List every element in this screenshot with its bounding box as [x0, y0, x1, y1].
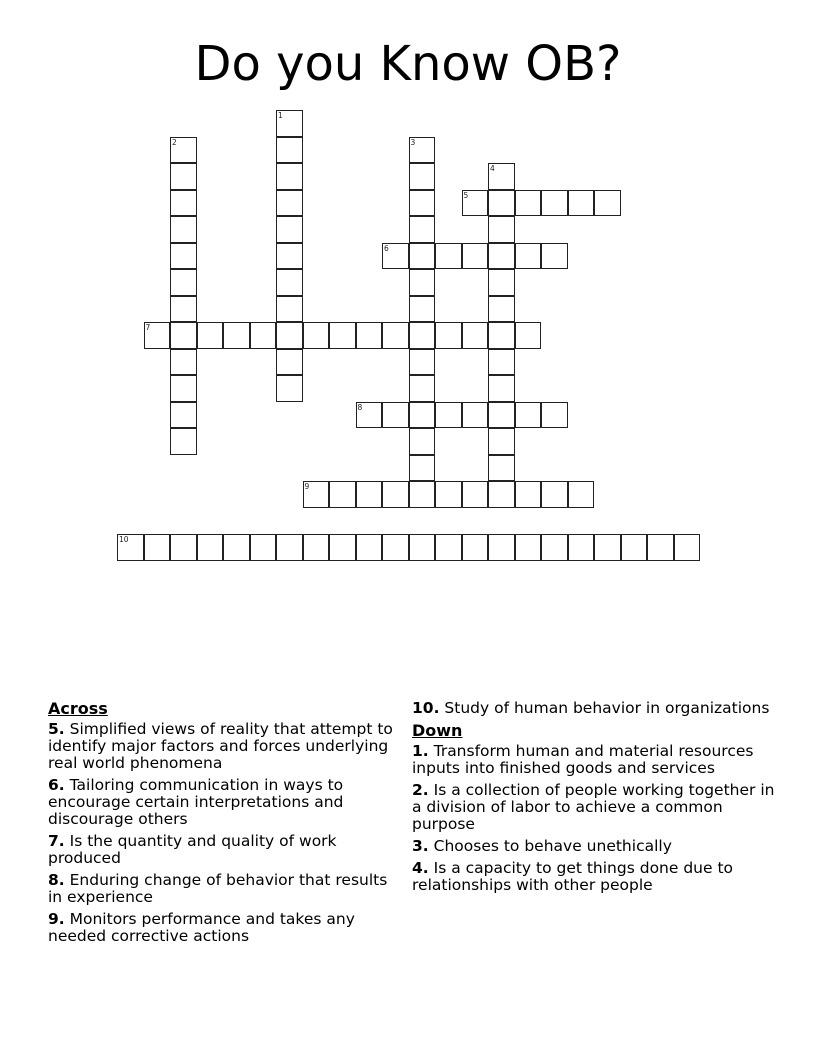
grid-cell[interactable]: [276, 243, 303, 270]
cell-number: 9: [304, 482, 310, 491]
grid-cell[interactable]: [409, 402, 436, 429]
grid-cell[interactable]: [144, 534, 171, 561]
grid-cell[interactable]: [117, 534, 144, 561]
grid-cell[interactable]: [170, 269, 197, 296]
grid-cell[interactable]: [197, 322, 224, 349]
grid-cell[interactable]: [223, 534, 250, 561]
grid-cell[interactable]: [488, 534, 515, 561]
grid-cell[interactable]: [170, 375, 197, 402]
grid-cell[interactable]: [409, 375, 436, 402]
clue-number: 9.: [48, 910, 65, 928]
grid-cell[interactable]: [568, 481, 595, 508]
grid-cell[interactable]: [541, 534, 568, 561]
grid-cell[interactable]: [382, 481, 409, 508]
clue-number: 10.: [412, 699, 440, 717]
clue-down-1: [412, 743, 782, 777]
across-heading: Across: [48, 699, 108, 718]
clue-number: 7.: [48, 832, 65, 850]
grid-cell[interactable]: [276, 163, 303, 190]
clue-text: Study of human behavior in organizations: [444, 699, 770, 717]
grid-cell[interactable]: [144, 322, 171, 349]
cell-number: 3: [410, 137, 416, 147]
clue-across-8: [48, 872, 398, 906]
clue-number: 1.: [412, 742, 429, 760]
grid-cell[interactable]: [435, 534, 462, 561]
grid-cell[interactable]: [462, 481, 489, 508]
grid-cell[interactable]: [276, 110, 303, 137]
grid-cell[interactable]: [647, 534, 674, 561]
clue-text: Enduring change of behavior that results in experience: [48, 871, 388, 906]
grid-cell[interactable]: [409, 349, 436, 376]
grid-cell[interactable]: [409, 428, 436, 455]
grid-cell[interactable]: [382, 402, 409, 429]
grid-cell[interactable]: [674, 534, 701, 561]
grid-cell[interactable]: [462, 190, 489, 217]
grid-cell[interactable]: [276, 190, 303, 217]
grid-cell[interactable]: [409, 322, 436, 349]
clue-text: Is the quantity and quality of work produced: [48, 832, 337, 867]
cell-number: 1: [278, 111, 283, 120]
clue-number: 3.: [412, 837, 429, 855]
grid-cell[interactable]: [170, 322, 197, 349]
clue-column-left: [48, 700, 398, 950]
grid-cell[interactable]: [594, 534, 621, 561]
grid-cell[interactable]: [435, 243, 462, 270]
clue-text: Simplified views of reality that attempt to identify major factors and forces underlying real world phenomena: [48, 720, 393, 772]
grid-cell[interactable]: [515, 481, 542, 508]
clue-number: 8.: [48, 871, 65, 889]
grid-cell[interactable]: [568, 190, 595, 217]
grid-cell[interactable]: [541, 481, 568, 508]
clue-number: 5.: [48, 720, 65, 738]
grid-cell[interactable]: [170, 428, 197, 455]
grid-cell[interactable]: [170, 296, 197, 323]
grid-cell[interactable]: [170, 216, 197, 243]
clue-across-6: [48, 777, 398, 828]
grid-cell[interactable]: [276, 534, 303, 561]
clue-down-2: [412, 782, 782, 833]
grid-cell[interactable]: [356, 402, 383, 429]
clue-text: Is a capacity to get things done due to relationships with other people: [412, 859, 734, 894]
cell-number: 8: [357, 402, 363, 412]
cell-number: 6: [384, 243, 389, 253]
grid-cell[interactable]: [488, 402, 515, 429]
grid-cell[interactable]: [488, 216, 515, 243]
clue-number: 6.: [48, 776, 65, 794]
clue-across-9: [48, 911, 398, 945]
grid-cell[interactable]: [170, 534, 197, 561]
clue-down-4: [412, 860, 782, 894]
grid-cell[interactable]: [276, 137, 303, 164]
grid-cell[interactable]: [170, 190, 197, 217]
grid-cell[interactable]: [488, 296, 515, 323]
grid-cell[interactable]: [303, 534, 330, 561]
grid-cell[interactable]: [250, 322, 277, 349]
grid-cell[interactable]: [276, 349, 303, 376]
cell-number: 2: [172, 137, 177, 147]
grid-cell[interactable]: [409, 190, 436, 217]
grid-cell[interactable]: [303, 322, 330, 349]
grid-cell[interactable]: [356, 481, 383, 508]
clue-text: Is a collection of people working together in a division of labor to achieve a common purpose: [412, 781, 775, 833]
clue-down-3: [412, 838, 782, 855]
grid-cell[interactable]: [276, 375, 303, 402]
grid-cell[interactable]: [541, 243, 568, 270]
grid-cell[interactable]: [197, 534, 224, 561]
grid-cell[interactable]: [382, 534, 409, 561]
cell-number: 5: [463, 190, 469, 200]
grid-cell[interactable]: [568, 534, 595, 561]
puzzle-title: Do you Know OB?: [194, 36, 622, 92]
grid-cell[interactable]: [276, 216, 303, 243]
grid-cell[interactable]: [515, 190, 542, 217]
grid-cell[interactable]: [488, 349, 515, 376]
grid-cell[interactable]: [435, 402, 462, 429]
grid-cell[interactable]: [409, 216, 436, 243]
grid-cell[interactable]: [488, 269, 515, 296]
grid-cell[interactable]: [594, 190, 621, 217]
grid-cell[interactable]: [303, 481, 330, 508]
grid-cell[interactable]: [409, 243, 436, 270]
clue-across-10: [412, 700, 782, 717]
down-heading: Down: [412, 721, 463, 740]
grid-cell[interactable]: [276, 269, 303, 296]
grid-cell[interactable]: [276, 296, 303, 323]
grid-cell[interactable]: [409, 481, 436, 508]
clue-number: 2.: [412, 781, 429, 799]
clue-column-right: [412, 700, 782, 899]
grid-cell[interactable]: [409, 163, 436, 190]
grid-cell[interactable]: [409, 269, 436, 296]
grid-cell[interactable]: [462, 534, 489, 561]
grid-cell[interactable]: [223, 322, 250, 349]
grid-cell[interactable]: [170, 349, 197, 376]
clue-across-5: [48, 721, 398, 772]
grid-cell[interactable]: [435, 322, 462, 349]
grid-cell[interactable]: [515, 322, 542, 349]
grid-cell[interactable]: [170, 243, 197, 270]
grid-cell[interactable]: [541, 402, 568, 429]
cell-number: 7: [145, 323, 151, 332]
grid-cell[interactable]: [435, 481, 462, 508]
grid-cell[interactable]: [170, 402, 197, 429]
grid-cell[interactable]: [329, 534, 356, 561]
clue-text: Chooses to behave unethically: [433, 837, 672, 855]
grid-cell[interactable]: [515, 534, 542, 561]
grid-cell[interactable]: [488, 163, 515, 190]
grid-cell[interactable]: [488, 243, 515, 270]
grid-cell[interactable]: [462, 322, 489, 349]
grid-cell[interactable]: [621, 534, 648, 561]
grid-cell[interactable]: [488, 322, 515, 349]
grid-cell[interactable]: [250, 534, 277, 561]
grid-cell[interactable]: [488, 428, 515, 455]
grid-cell[interactable]: [515, 402, 542, 429]
clue-text: Monitors performance and takes any needed corrective actions: [48, 910, 355, 945]
clue-number: 4.: [412, 859, 429, 877]
grid-cell[interactable]: [462, 402, 489, 429]
clue-text: Transform human and material resources inputs into finished goods and services: [412, 742, 754, 777]
grid-cell[interactable]: [409, 534, 436, 561]
grid-cell[interactable]: [170, 163, 197, 190]
grid-cell[interactable]: [515, 243, 542, 270]
grid-cell[interactable]: [488, 190, 515, 217]
grid-cell[interactable]: [541, 190, 568, 217]
cell-number: 10: [119, 535, 129, 544]
grid-cell[interactable]: [462, 243, 489, 270]
grid-cell[interactable]: [488, 481, 515, 508]
grid-cell[interactable]: [329, 322, 356, 349]
grid-cell[interactable]: [356, 534, 383, 561]
clue-across-7: [48, 833, 398, 867]
grid-cell[interactable]: [356, 322, 383, 349]
grid-cell[interactable]: [276, 322, 303, 349]
grid-cell[interactable]: [409, 137, 436, 164]
grid-cell[interactable]: [382, 243, 409, 270]
grid-cell[interactable]: [409, 455, 436, 482]
grid-cell[interactable]: [382, 322, 409, 349]
grid-cell[interactable]: [170, 137, 197, 164]
clue-text: Tailoring communication in ways to encourage certain interpretations and discourage others: [48, 776, 344, 828]
grid-cell[interactable]: [488, 375, 515, 402]
grid-cell[interactable]: [488, 455, 515, 482]
cell-number: 4: [490, 164, 495, 173]
grid-cell[interactable]: [409, 296, 436, 323]
grid-cell[interactable]: [329, 481, 356, 508]
